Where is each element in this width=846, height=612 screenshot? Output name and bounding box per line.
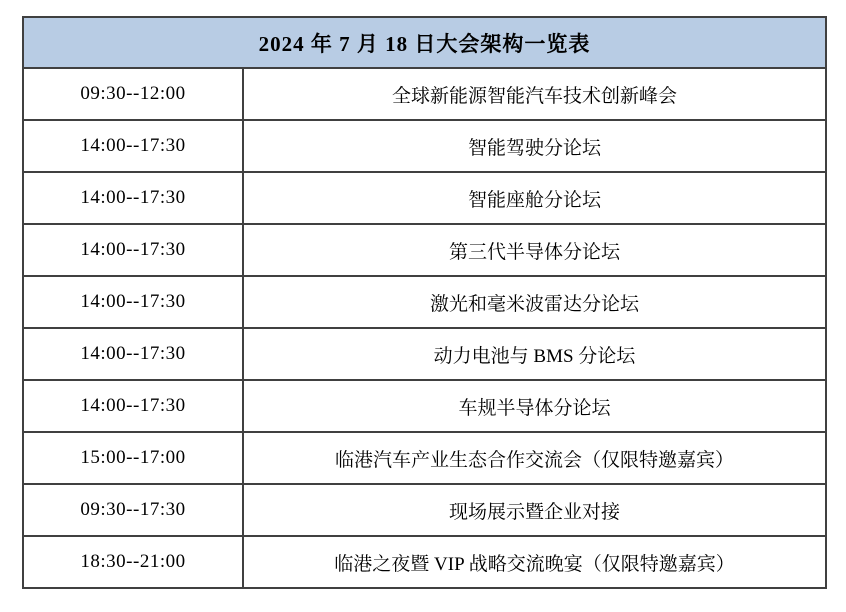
conference-schedule-table <box>22 16 827 589</box>
time-cell: 15:00--17:00 <box>23 432 243 484</box>
time-cell: 14:00--17:30 <box>23 328 243 380</box>
time-cell: 14:00--17:30 <box>23 172 243 224</box>
schedule-row <box>23 328 826 380</box>
time-cell: 09:30--17:30 <box>23 484 243 536</box>
schedule-row <box>23 68 826 120</box>
table-title: 2024 年 7 月 18 日大会架构一览表 <box>23 17 826 68</box>
schedule-row <box>23 536 826 588</box>
time-cell: 14:00--17:30 <box>23 224 243 276</box>
event-cell: 第三代半导体分论坛 <box>243 224 826 276</box>
event-cell: 全球新能源智能汽车技术创新峰会 <box>243 68 826 120</box>
event-cell: 智能驾驶分论坛 <box>243 120 826 172</box>
schedule-row <box>23 172 826 224</box>
time-cell: 18:30--21:00 <box>23 536 243 588</box>
time-cell: 14:00--17:30 <box>23 276 243 328</box>
schedule-row <box>23 484 826 536</box>
time-cell: 09:30--12:00 <box>23 68 243 120</box>
schedule-row <box>23 276 826 328</box>
event-cell: 车规半导体分论坛 <box>243 380 826 432</box>
table-body <box>23 68 826 588</box>
schedule-row <box>23 432 826 484</box>
event-cell: 激光和毫米波雷达分论坛 <box>243 276 826 328</box>
event-cell: 临港之夜暨 VIP 战略交流晚宴（仅限特邀嘉宾） <box>243 536 826 588</box>
time-cell: 14:00--17:30 <box>23 120 243 172</box>
time-cell: 14:00--17:30 <box>23 380 243 432</box>
event-cell: 动力电池与 BMS 分论坛 <box>243 328 826 380</box>
table-header-row <box>23 17 826 68</box>
schedule-row <box>23 120 826 172</box>
event-cell: 智能座舱分论坛 <box>243 172 826 224</box>
schedule-row <box>23 380 826 432</box>
event-cell: 现场展示暨企业对接 <box>243 484 826 536</box>
schedule-row <box>23 224 826 276</box>
event-cell: 临港汽车产业生态合作交流会（仅限特邀嘉宾） <box>243 432 826 484</box>
